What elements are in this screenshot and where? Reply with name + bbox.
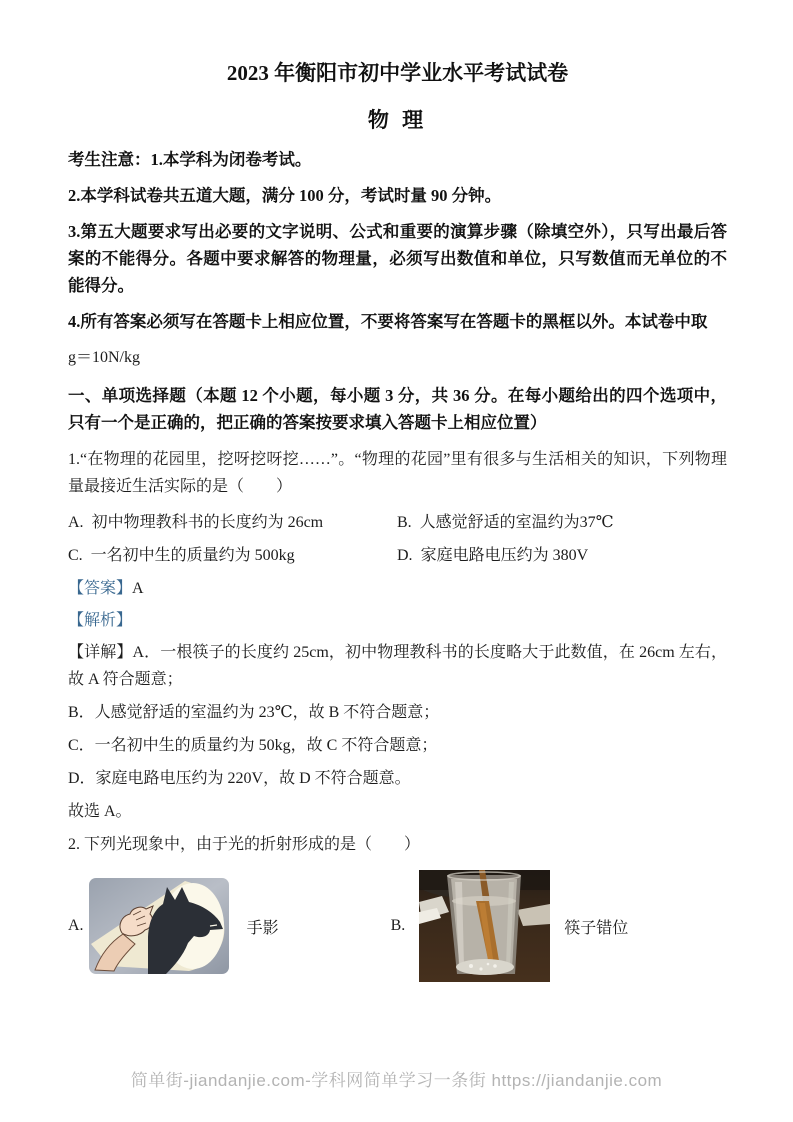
option-d-label: D. <box>397 547 413 564</box>
notice-line-4: 4.所有答案必须写在答题卡上相应位置，不要将答案写在答题卡的黑框以外。本试卷中取 <box>68 312 708 331</box>
answer-tag: 【答案】 <box>68 580 133 597</box>
chopstick-in-water-figure <box>419 870 550 982</box>
option-d <box>397 542 588 569</box>
option-b-label: B. <box>397 514 412 531</box>
figure-b-label: B. <box>390 917 406 934</box>
site-watermark-footer: 简单街-jiandanjie.com-学科网简单学习一条街 https://jiandanjie.com <box>130 1071 663 1090</box>
question-1-options-row-2 <box>68 542 727 569</box>
detail-line-c: C．一名初中生的质量约为 50kg，故 C 不符合题意； <box>68 737 438 754</box>
detail-line-a <box>68 639 727 693</box>
figure-a-caption: 手影 <box>246 919 279 937</box>
option-b-text: 人感觉舒适的室温约为37℃ <box>419 514 614 531</box>
question-2-stem: 2. 下列光现象中，由于光的折射形成的是（ ） <box>68 836 421 853</box>
answer-line <box>68 575 727 602</box>
subject-title: 物 理 <box>367 108 428 132</box>
question-1-options-row-1 <box>68 509 727 536</box>
question-1-stem: 1.“在物理的花园里，挖呀挖呀挖……”。“物理的花园”里有很多与生活相关的知识，下列物理量最接近生活实际的是（ ） <box>68 451 727 495</box>
analysis-tag: 【解析】 <box>68 612 133 629</box>
figure-b-caption: 筷子错位 <box>564 919 629 937</box>
option-b <box>397 509 614 536</box>
notice-line-1: 考生注意：1.本学科为闭卷考试。 <box>68 150 312 169</box>
detail-tag: 【详解】 <box>68 644 133 661</box>
question-2-figures-row <box>68 870 727 982</box>
detail-line-b: B．人感觉舒适的室温约为 23℃，故 B 不符合题意； <box>68 704 440 721</box>
section-1-heading: 一、单项选择题（本题 12 个小题，每小题 3 分，共 36 分。在每小题给出的四个选项中，只有一个是正确的，把正确的答案按要求填入答题卡上相应位置） <box>68 386 727 432</box>
notice-line-2: 2.本学科试卷共五道大题，满分 100 分，考试时量 90 分钟。 <box>68 186 502 205</box>
option-a-text: 初中物理教科书的长度约为 26cm <box>91 514 324 531</box>
option-a <box>68 509 397 536</box>
option-c-label: C. <box>68 547 83 564</box>
conclusion-line: 故选 A。 <box>68 803 132 820</box>
detail-a-text: A．一根筷子的长度约 25cm，初中物理教科书的长度略大于此数值，在 26cm 左右，故 A 符合题意； <box>68 644 727 688</box>
gravity-constant-value: g＝10N/kg <box>68 349 141 366</box>
option-a-label: A. <box>68 514 84 531</box>
option-c-text: 一名初中生的质量约为 500kg <box>90 547 295 564</box>
hand-shadow-figure <box>89 878 229 974</box>
answer-value: A <box>132 580 144 597</box>
notice-line-3: 3.第五大题要求写出必要的文字说明、公式和重要的演算步骤（除填空外），只写出最后答案的不能得分。各题中要求解答的物理量，必须写出数值和单位，只写数值而无单位的不能得分。 <box>68 222 727 295</box>
option-d-text: 家庭电路电压约为 380V <box>420 547 589 564</box>
option-c <box>68 542 397 569</box>
analysis-line <box>68 607 727 634</box>
detail-line-d: D．家庭电路电压约为 220V，故 D 不符合题意。 <box>68 770 411 787</box>
figure-a-label: A. <box>68 917 84 934</box>
page-title: 2023 年衡阳市初中学业水平考试试卷 <box>226 61 569 85</box>
